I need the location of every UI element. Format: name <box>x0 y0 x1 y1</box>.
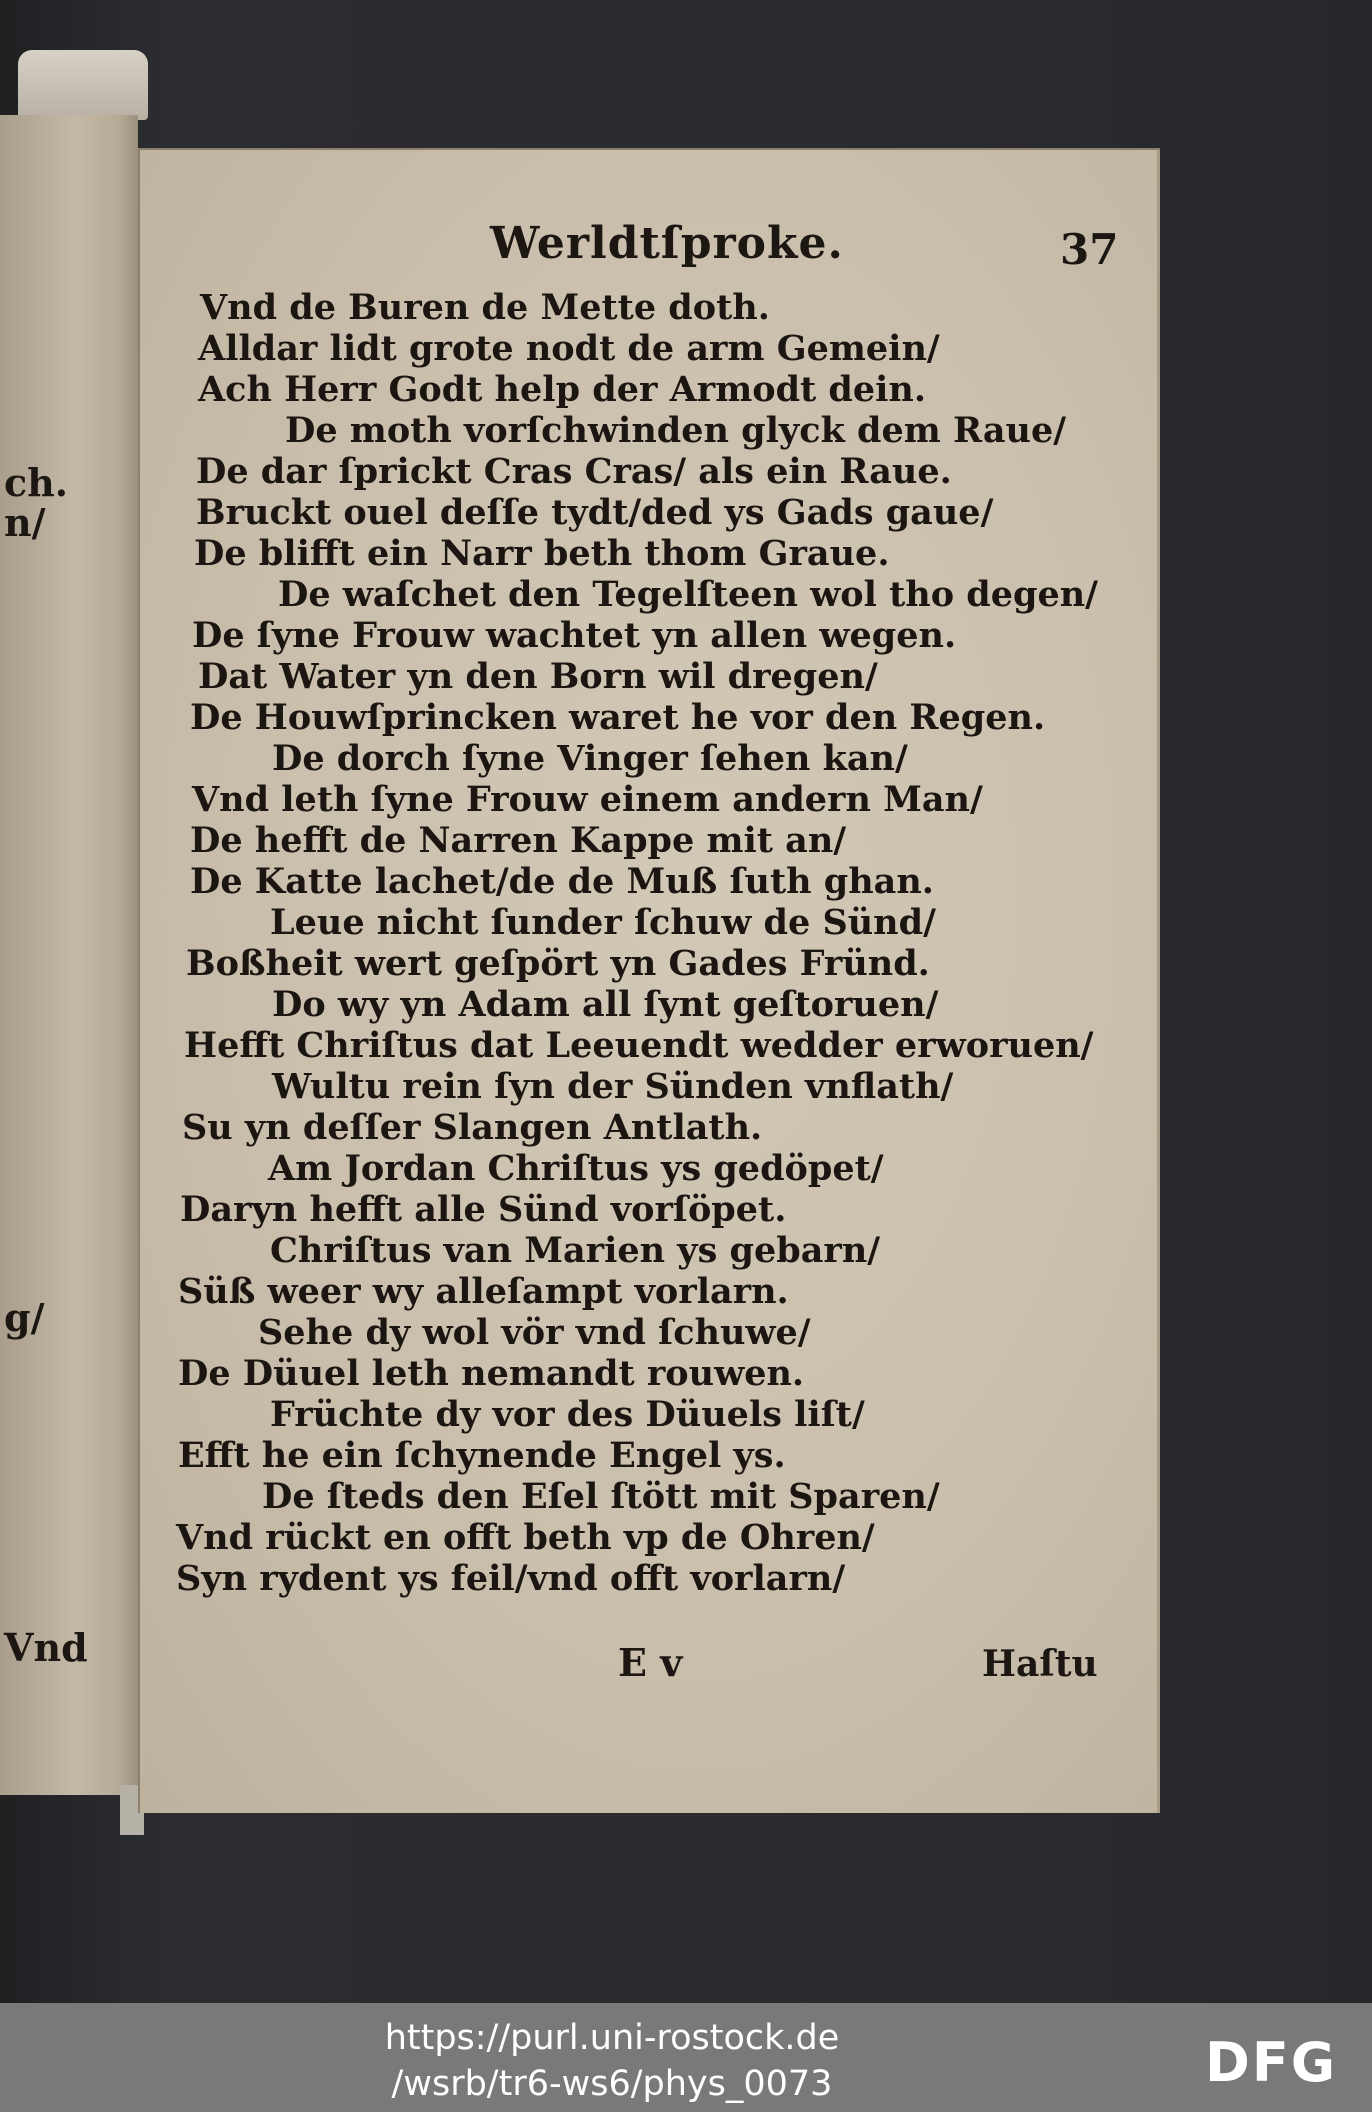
permalink[interactable] <box>372 2015 852 2107</box>
verse-line: Alldar lidt grote nodt de arm Gemein/ <box>198 328 940 369</box>
verse-line: Efft he ein ſchynende Engel ys. <box>178 1435 786 1476</box>
verse-line: Do wy yn Adam all ſynt geſtoruen/ <box>272 984 939 1025</box>
verse-line: De waſchet den Tegelſteen wol tho degen/ <box>278 574 1098 615</box>
verse-line: De hefft de Narren Kappe mit an/ <box>190 820 847 861</box>
verse-line: Leue nicht ſunder ſchuw de Sünd/ <box>270 902 936 943</box>
verse-line: Am Jordan Chriſtus ys gedöpet/ <box>268 1148 884 1189</box>
verse-line: De ſyne Frouw wachtet yn allen wegen. <box>192 615 957 656</box>
verse-line: De ſteds den Eſel ſtött mit Sparen/ <box>262 1476 940 1517</box>
verse-line: De dorch ſyne Vinger ſehen kan/ <box>272 738 908 779</box>
catchword: Haſtu <box>982 1643 1098 1685</box>
left-page-fragment: g/ <box>4 1295 45 1340</box>
verse-line: Chriſtus van Marien ys gebarn/ <box>270 1230 881 1271</box>
verse-line: Boßheit wert geſpört yn Gades Fründ. <box>186 943 930 984</box>
verse-line: Hefft Chriſtus dat Leeuendt wedder erworuen/ <box>184 1025 1094 1066</box>
left-page-fragment: n/ <box>4 500 46 545</box>
permalink-line-2[interactable]: /wsrb/tr6-ws6/phys_0073 <box>391 2064 833 2104</box>
verse-line: Ach Herr Godt help der Armodt dein. <box>198 369 927 410</box>
verse-line: Dat Water yn den Born wil dregen/ <box>198 656 878 697</box>
verse-line: Süß weer wy alleſampt vorlarn. <box>178 1271 789 1312</box>
permalink-line-1[interactable]: https://purl.uni-rostock.de <box>384 2018 840 2058</box>
page-number: 37 <box>1060 225 1119 274</box>
dfg-logo: DFG <box>1205 2031 1338 2094</box>
left-page-fragment: ch. <box>4 460 68 505</box>
verse-line: De Houwſprincken waret he vor den Regen. <box>190 697 1046 738</box>
left-page-fragment: Vnd <box>4 1625 88 1670</box>
verse-line: Vnd leth ſyne Frouw einem andern Man/ <box>192 779 983 820</box>
verse-line: Sehe dy wol vör vnd ſchuwe/ <box>258 1312 811 1353</box>
verse-line: Früchte dy vor des Düuels liſt/ <box>270 1394 865 1435</box>
verse-line: De Katte lachet/de de Muß ſuth ghan. <box>190 861 934 902</box>
verse-line: Wultu rein ſyn der Sünden vnflath/ <box>272 1066 954 1107</box>
running-head: Werldtſproke. <box>490 218 844 269</box>
verse-line: De blifft ein Narr beth thom Graue. <box>194 533 890 574</box>
verse-line: Vnd de Buren de Mette doth. <box>200 287 770 328</box>
book-spine-top <box>18 50 148 120</box>
signature-mark: E v <box>618 1640 683 1685</box>
verse-line: Bruckt ouel deſſe tydt/ded ys Gads gaue/ <box>196 492 994 533</box>
verse-line: Vnd rückt en offt beth vp de Ohren/ <box>176 1517 875 1558</box>
verse-line: Su yn deſſer Slangen Antlath. <box>182 1107 763 1148</box>
verse-line: De Düuel leth nemandt rouwen. <box>178 1353 805 1394</box>
verse-line: Daryn hefft alle Sünd vorſöpet. <box>180 1189 787 1230</box>
verse-line: De moth vorſchwinden glyck dem Raue/ <box>285 410 1067 451</box>
verse-line: Syn rydent ys feil/vnd offt vorlarn/ <box>176 1558 846 1599</box>
left-facing-page <box>0 115 138 1795</box>
verse-line: De dar ſprickt Cras Cras/ als ein Raue. <box>196 451 952 492</box>
footer-bar <box>0 2003 1372 2112</box>
